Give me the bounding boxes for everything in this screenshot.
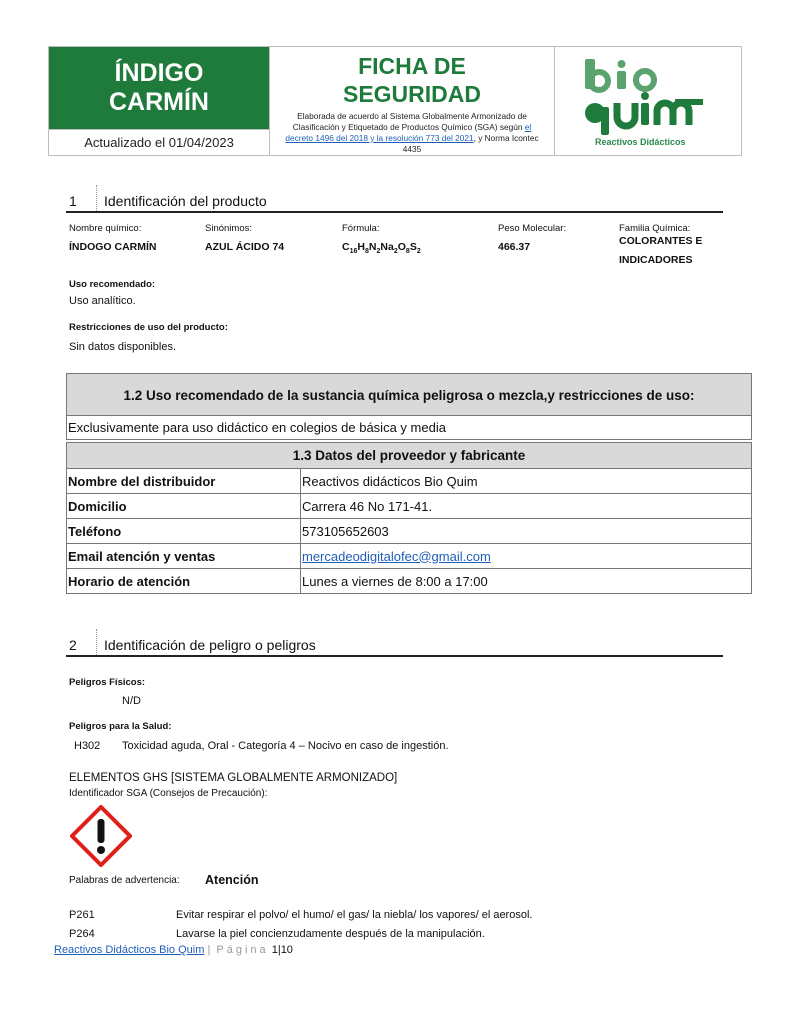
precaution-code-p264: P264 (69, 928, 95, 940)
header-logo-cell (555, 47, 741, 155)
fisicos-value: N/D (122, 695, 141, 707)
peso-label: Peso Molecular: (498, 223, 567, 234)
sheet-title (270, 52, 554, 108)
logo-caption: Reactivos Didácticos (595, 137, 686, 147)
product-title-box (49, 47, 269, 129)
description-text-end: , y Norma Icontec 4435 (402, 133, 539, 154)
footer-company-link[interactable]: Reactivos Didácticos Bio Quim (54, 944, 205, 956)
domicilio-value: Carrera 46 No 171-41. (301, 494, 752, 519)
section-2-title: Identificación de peligro o peligros (104, 637, 316, 653)
precaution-text-p261: Evitar respirar el polvo/ el humo/ el gas/ la niebla/ los vapores/ el aerosol. (176, 909, 533, 921)
familia-value-line1: COLORANTES E (619, 235, 703, 247)
section-1-3-title: 1.3 Datos del proveedor y fabricante (67, 443, 752, 469)
distribuidor-value: Reactivos didácticos Bio Quim (301, 469, 752, 494)
sheet-description (270, 108, 554, 155)
exclamation-pictogram-icon (70, 805, 132, 867)
nombre-label: Nombre químico: (69, 223, 142, 234)
table-row (67, 494, 752, 519)
formula-label: Fórmula: (342, 223, 380, 234)
section-1-2-box (66, 373, 752, 440)
restricciones-value: Sin datos disponibles. (69, 341, 177, 353)
palabras-label: Palabras de advertencia: (69, 875, 180, 886)
salud-text: Toxicidad aguda, Oral - Categoría 4 – Nocivo en caso de ingestión. (122, 740, 449, 752)
header-middle-cell (270, 47, 555, 155)
header-left-cell (49, 47, 270, 155)
distribuidor-key: Nombre del distribuidor (67, 469, 301, 494)
precaution-text-p264: Lavarse la piel concienzudamente después de la manipulación. (176, 928, 485, 940)
salud-label: Peligros para la Salud: (69, 721, 172, 732)
section-1-2-title: 1.2 Uso recomendado de la sustancia química peligrosa o mezcla,y restricciones de uso: (67, 374, 751, 416)
provider-table (66, 442, 752, 594)
footer-page-total: 10 (280, 944, 293, 956)
peso-value: 466.37 (498, 241, 531, 253)
sheet-title-line1: FICHA DE (358, 53, 466, 79)
sinonimos-value: AZUL ÁCIDO 74 (205, 241, 285, 253)
footer-page-separator: | (277, 944, 281, 956)
section-1-separator (96, 185, 97, 211)
section-1-number: 1 (69, 193, 77, 209)
domicilio-key: Domicilio (67, 494, 301, 519)
section-2-number: 2 (69, 637, 77, 653)
product-title-line2: CARMÍN (109, 88, 209, 116)
telefono-value: 573105652603 (301, 519, 752, 544)
email-cell (301, 544, 752, 569)
table-row (67, 544, 752, 569)
section-2-separator (96, 629, 97, 655)
restricciones-label: Restricciones de uso del producto: (69, 322, 228, 333)
document-header (48, 46, 742, 156)
horario-value: Lunes a viernes de 8:00 a 17:00 (301, 569, 752, 594)
table-row (67, 569, 752, 594)
telefono-key: Teléfono (67, 519, 301, 544)
familia-label: Familia Química: (619, 223, 691, 234)
section-1-2-body: Exclusivamente para uso didáctico en colegios de básica y media (68, 420, 446, 435)
table-row (67, 469, 752, 494)
familia-value-line2: INDICADORES (619, 254, 693, 266)
email-link[interactable]: mercadeodigitalofec@gmail.com (302, 548, 491, 564)
provider-table-header-row (67, 443, 752, 469)
table-row (67, 519, 752, 544)
salud-code: H302 (74, 740, 101, 752)
decree-link[interactable]: el decreto 1496 del 2018 y la resolución 773 del 2021 (285, 122, 532, 143)
ghs-subtitle: Identificador SGA (Consejos de Precaución): (69, 788, 268, 799)
section-2-header (66, 635, 723, 657)
formula-value: $C_{16}H_8N_2Na_2O_8S_2$ (342, 241, 421, 255)
nombre-value: ÍNDOGO CARMÍN (69, 241, 157, 253)
ghs-title: ELEMENTOS GHS [SISTEMA GLOBALMENTE ARMONIZADO] (69, 772, 398, 784)
footer-page-word: Página (216, 944, 269, 956)
sinonimos-label: Sinónimos: (205, 223, 252, 234)
horario-key: Horario de atención (67, 569, 301, 594)
email-key: Email atención y ventas (67, 544, 301, 569)
footer-page-number: 1 (271, 944, 278, 956)
sheet-title-line2: SEGURIDAD (342, 81, 481, 107)
section-1-title: Identificación del producto (104, 193, 267, 209)
section-1-header (66, 191, 723, 213)
bioquim-logo (577, 55, 717, 137)
palabras-value: Atención (205, 873, 259, 887)
uso-label: Uso recomendado: (69, 279, 156, 290)
description-text: Elaborada de acuerdo al Sistema Globalmente Armonizado de Clasificación y Etiquetado de Productos Químico (SGA) según (292, 111, 527, 132)
page-footer (54, 944, 293, 956)
footer-separator: | (207, 944, 214, 956)
precaution-code-p261: P261 (69, 909, 95, 921)
fisicos-label: Peligros Físicos: (69, 677, 146, 688)
uso-value: Uso analítico. (69, 295, 136, 307)
updated-date: Actualizado el 01/04/2023 (49, 129, 269, 155)
product-title-line1: ÍNDIGO (114, 59, 204, 87)
